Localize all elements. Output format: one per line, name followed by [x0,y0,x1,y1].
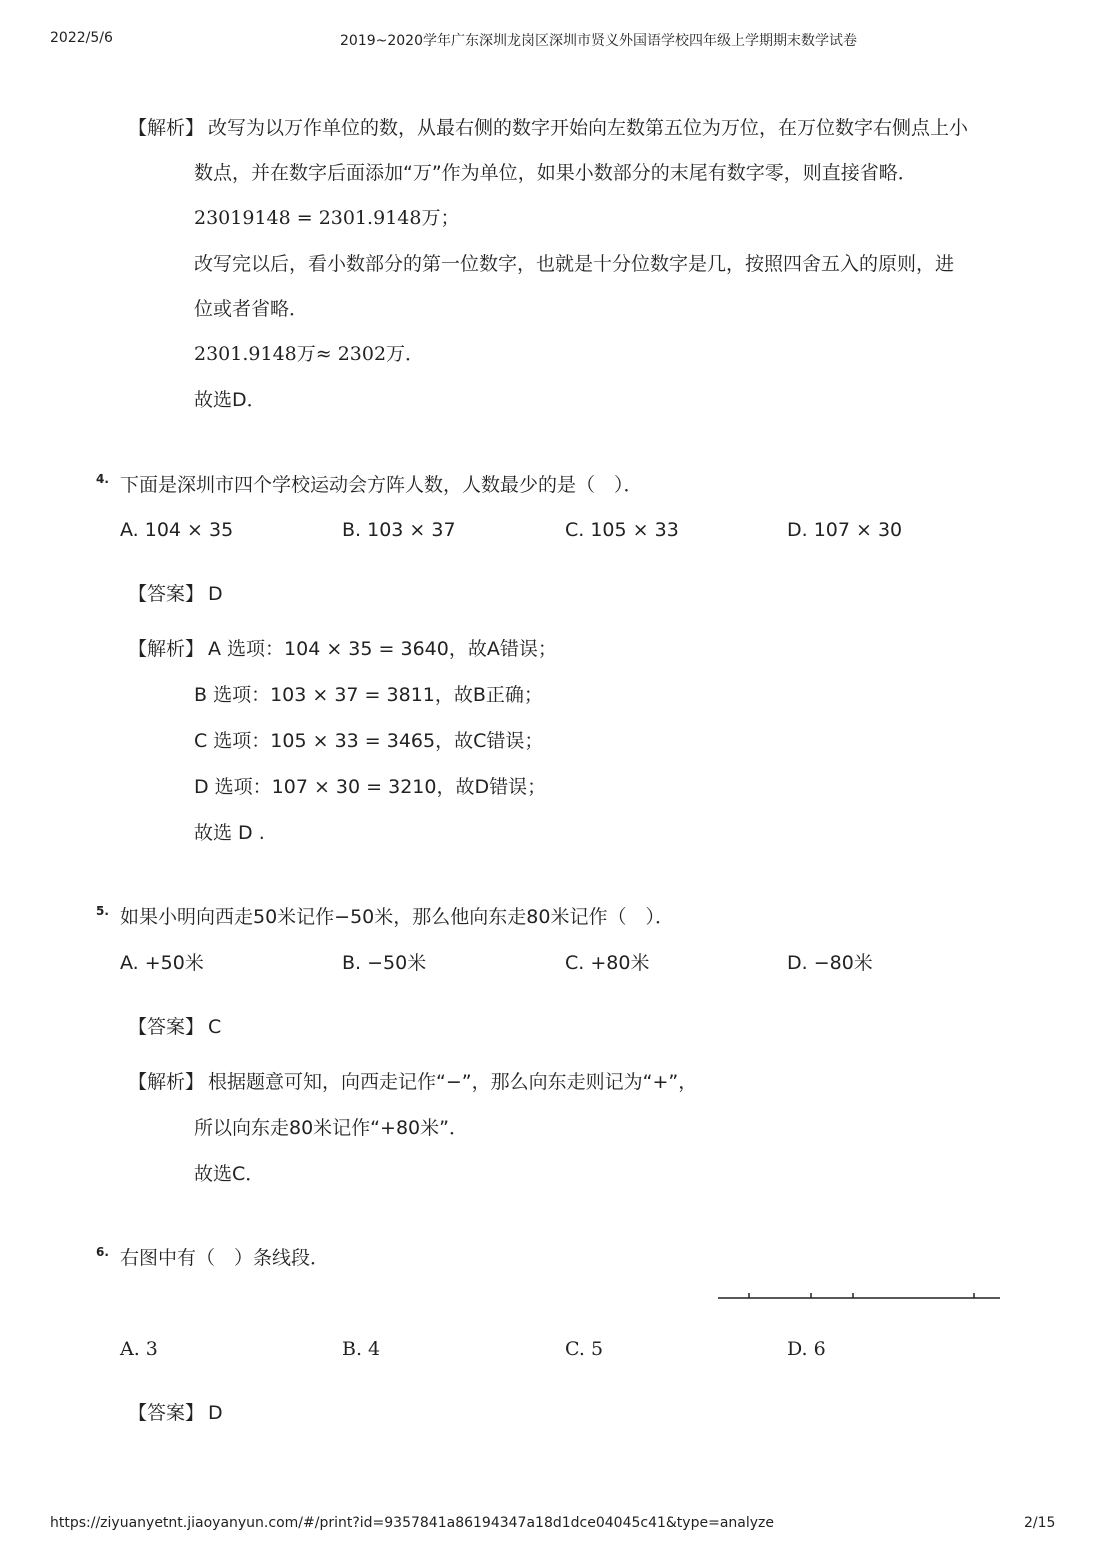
analysis-line: B 选项：103 × 37 = 3811，故B正确； [194,684,543,706]
question-stem: 右图中有（ ）条线段． [120,1247,330,1269]
answer-value: D [208,1402,223,1424]
option-a: A. 104 × 35 [120,519,234,541]
analysis-line: 根据题意可知，向西走记作“−”，那么向东走则记为“+”， [208,1071,698,1093]
page-number: 2/15 [1024,1515,1056,1531]
print-date: 2022/5/6 [50,30,113,46]
q3-analysis-line: 位或者省略． [194,298,309,320]
document-title: 2019~2020学年广东深圳龙岗区深圳市贤义外国语学校四年级上学期期末数学试卷 [340,33,857,49]
question-number: 5. [96,904,109,918]
option-c: C. 105 × 33 [565,519,679,541]
analysis-line: 故选C． [194,1163,265,1185]
question-stem: 如果小明向西走50米记作−50米，那么他向东走80米记作（ ）． [120,906,674,928]
analysis-line: 故选 D . [194,822,265,844]
analysis-line: 所以向东走80米记作“+80米”． [194,1117,468,1139]
source-url[interactable]: https://ziyuanyetnt.jiaoyanyun.com/#/print?id=9357841a86194347a18d1dce04045c41&type=analyze [50,1515,774,1531]
analysis-line: D 选项：107 × 30 = 3210，故D错误； [194,776,547,798]
answer-value: C [208,1016,222,1038]
q3-analysis-line: 故选D． [194,389,266,411]
analysis-line: C 选项：105 × 33 = 3465，故C错误； [194,730,544,752]
option-a: A. 3 [120,1338,158,1360]
analysis-label: 【解析】 [128,1071,205,1093]
q3-analysis-line: 23019148 = 2301.9148万； [194,207,460,229]
q3-analysis-line: 改写完以后，看小数部分的第一位数字，也就是十分位数字是几，按照四舍五入的原则，进 [194,253,955,275]
option-a: A. +50米 [120,952,204,974]
q3-analysis-line: 改写为以万作单位的数，从最右侧的数字开始向左数第五位为万位，在万位数字右侧点上小 [208,117,969,139]
analysis-line: A 选项：104 × 35 = 3640，故A错误； [208,638,557,660]
answer-label: 【答案】 [128,1016,205,1038]
option-b: B. 103 × 37 [342,519,456,541]
answer-value: D [208,583,223,605]
question-number: 6. [96,1245,109,1259]
option-d: D. 6 [787,1338,826,1360]
q3-analysis-line: 数点，并在数字后面添加“万”作为单位，如果小数部分的末尾有数字零，则直接省略． [194,162,917,184]
q3-analysis-line: 2301.9148万≈ 2302万． [194,343,425,365]
option-c: C. 5 [565,1338,604,1360]
option-d: D. −80米 [787,952,873,974]
option-d: D. 107 × 30 [787,519,903,541]
option-c: C. +80米 [565,952,650,974]
question-number: 4. [96,472,109,486]
q3-analysis-label: 【解析】 [128,117,205,139]
question-stem: 下面是深圳市四个学校运动会方阵人数，人数最少的是（ ）． [120,474,643,496]
answer-label: 【答案】 [128,583,205,605]
option-b: B. −50米 [342,952,427,974]
answer-label: 【答案】 [128,1402,205,1424]
line-segment-figure [718,1288,1002,1308]
option-b: B. 4 [342,1338,381,1360]
analysis-label: 【解析】 [128,638,205,660]
